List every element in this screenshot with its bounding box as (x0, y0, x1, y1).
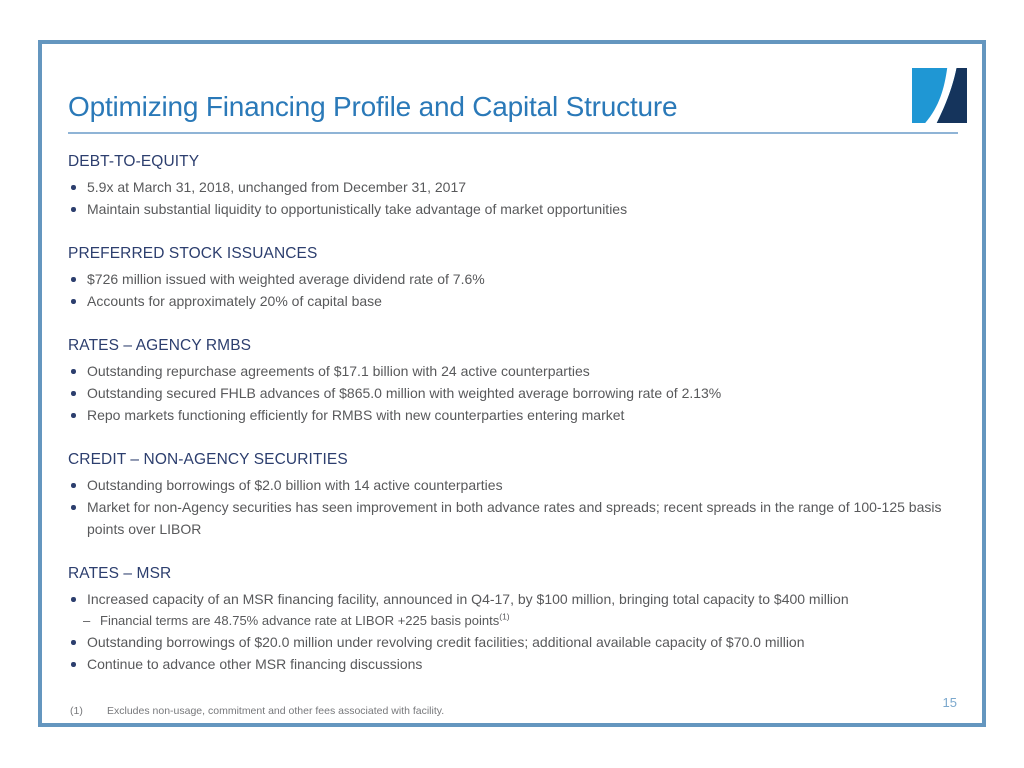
sub-bullet-item (83, 610, 958, 631)
bullet-item: Increased capacity of an MSR financing facility, announced in Q4-17, by $100 million, bringing total capacity to $400 million (68, 588, 958, 610)
section-rates-agency-rmbs (68, 337, 958, 426)
bullet-item: Repo markets functioning efficiently for RMBS with new counterparties entering market (68, 404, 958, 426)
bullet-list (68, 360, 958, 426)
bullet-item: Accounts for approximately 20% of capital base (68, 290, 958, 312)
section-preferred-stock-issuances (68, 245, 958, 312)
bullet-item: Continue to advance other MSR financing discussions (68, 653, 958, 675)
section-heading: PREFERRED STOCK ISSUANCES (68, 245, 318, 262)
bullet-item: Outstanding secured FHLB advances of $865.0 million with weighted average borrowing rate of 2.13% (68, 382, 958, 404)
bullet-item: Maintain substantial liquidity to opportunistically take advantage of market opportunities (68, 198, 958, 220)
section-debt-to-equity (68, 153, 958, 220)
bullet-list (68, 268, 958, 312)
bullet-list (68, 176, 958, 220)
slide-content (42, 44, 982, 723)
section-rates-msr (68, 565, 958, 675)
title-underline (68, 132, 958, 134)
page-number: 15 (942, 695, 957, 710)
slide-frame (38, 40, 986, 727)
bullet-item: Outstanding borrowings of $2.0 billion with 14 active counterparties (68, 474, 958, 496)
section-credit-non-agency-securities (68, 451, 958, 540)
footnote (70, 705, 444, 717)
bullet-item: 5.9x at March 31, 2018, unchanged from December 31, 2017 (68, 176, 958, 198)
footnote-text: Excludes non-usage, commitment and other fees associated with facility. (107, 705, 445, 717)
bullet-list (68, 474, 958, 540)
bullet-item: $726 million issued with weighted average dividend rate of 7.6% (68, 268, 958, 290)
section-heading: RATES – MSR (68, 565, 172, 582)
bullet-list (68, 588, 958, 675)
bullet-item: Outstanding borrowings of $20.0 million under revolving credit facilities; additional available capacity of $70.0 million (68, 631, 958, 653)
section-heading: CREDIT – NON-AGENCY SECURITIES (68, 451, 348, 468)
section-heading: RATES – AGENCY RMBS (68, 337, 252, 354)
footnote-marker: (1) (70, 705, 83, 717)
sub-bullet-text: Financial terms are 48.75% advance rate at LIBOR +225 basis points (100, 613, 500, 628)
slide-title: Optimizing Financing Profile and Capital Structure (68, 91, 678, 122)
bullet-item: Outstanding repurchase agreements of $17.1 billion with 24 active counterparties (68, 360, 958, 382)
footnote-reference: (1) (499, 611, 510, 622)
bullet-item: Market for non-Agency securities has seen improvement in both advance rates and spreads; recent spreads in the range of 100-125 basis points over LIBOR (68, 496, 958, 540)
section-heading: DEBT-TO-EQUITY (68, 153, 200, 170)
